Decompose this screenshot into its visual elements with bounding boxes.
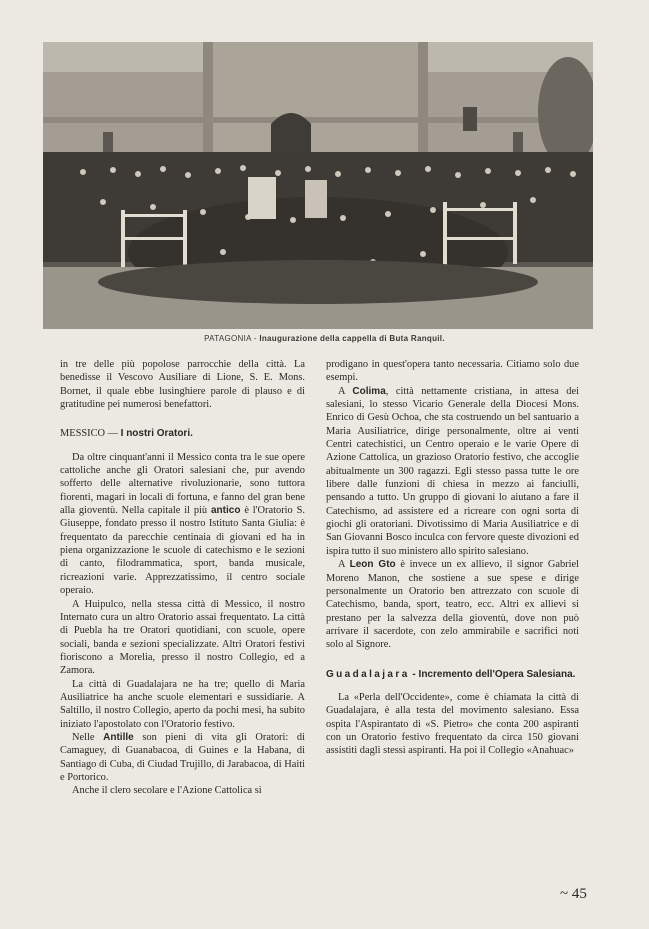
text-run: A	[338, 559, 350, 571]
paragraph: in tre delle più popolose parrocchie della città. La benedisse il Vescovo Ausiliare di Lione, S. E. Mons. Bornet, il quale ebbe lusinghiere parole di plauso e di gratitudine pei numerosi benefattori.	[60, 359, 305, 411]
caption-separator: -	[251, 334, 260, 343]
paragraph: La «Perla dell'Occidente», come è chiamata la città di Guadalajara, è alla testa del movimento salesiano. Essa ospita l'Aspirantato di «S. Pietro» che conta 200 aspiranti con un Oratorio festivo frequentato da circa 150 giovani assistiti dagli stessi aspiranti. Ha poi il Collegio «Anahuac»	[326, 691, 579, 757]
text-run: Nelle	[72, 731, 104, 743]
page-number-value: 45	[571, 886, 587, 902]
paragraph	[326, 558, 579, 651]
text-run: , città nettamente cristiana, in attesa dei salesiani, lo stesso Vicario Generale della Diocesi Mons. Enrico di Gesù Ochoa, che sta costruendo un bel santuario a Maria Ausiliatrice, dirige personalmente, oltre ai venti Centri catechistici, un Centro operaio e le varie Opere di Azione Cattolica, un grazioso Oratorio festivo, che accoglie abitualmente un 300 ragazzi. Egli stesso passa tutte le ore libere dalle funzioni di chiesa in mezzo ai fanciulli, pensando a tutto. Un gruppo di giovani lo aiutano a fare il Catechismo, ad assistere ed a ricreare con ogni sorta di giochi gli oratoriani. Divotissimo di Maria Ausiliatrice e di San Giovanni Bosco inculca con fervore queste divozioni ed ispira tutto il suo ministero allo spirito salesiano.	[326, 385, 579, 557]
right-column	[326, 358, 579, 758]
paragraph: La città di Guadalajara ne ha tre; quello di Maria Ausiliatrice ha anche scuole elementari e sussidiarie. A Saltillo, il nostro Collegio, aperto da pochi mesi, ha subito iniziato l'apostolato con l'Oratorio festivo.	[60, 678, 305, 730]
heading-title: - Incremento dell'Opera Salesiana.	[409, 668, 576, 680]
bold-term: antico	[211, 505, 241, 517]
text-run: A	[338, 385, 353, 397]
paragraph: A Huipulco, nella stessa città di Messico, il nostro Internato cura un altro Oratorio assai frequentato. La città di Puebla ha tre Oratori quotidiani, con scuole, opere sociali, banda e sezioni specializzate. Altri Oratori festivi fioriscono a Morelia, presso il nostro Collegio, ed a Zamora.	[60, 598, 305, 677]
bold-term: Leon Gto	[349, 559, 396, 571]
patagonia-chapel-photo	[43, 42, 593, 329]
section-heading-guadalajara	[326, 668, 579, 681]
heading-dash: —	[105, 428, 121, 440]
left-column	[60, 358, 305, 798]
section-heading-messico	[60, 427, 305, 440]
caption-place: PATAGONIA	[204, 334, 252, 343]
paragraph	[326, 385, 579, 558]
bold-term: Colima	[352, 385, 386, 397]
text-run: è invece un ex allievo, il signor Gabriel Moreno Manon, che sostiene a sue spese e dirige personalmente un Oratorio ben attrezzato con scuole di Catechismo, banda, sport, teatro, ecc. Altri ex allievi si prestano per la salvezza della gioventù, dove non può arrivare il sacerdote, con zelo ammirabile e sacrifici noti solo al Signore.	[326, 559, 579, 651]
page-number: ~ 45	[560, 886, 587, 902]
heading-place: MESSICO	[60, 428, 106, 440]
crowd-photo-illustration	[43, 42, 593, 329]
caption-text: Inaugurazione della cappella di Buta Ranquil.	[259, 334, 445, 343]
paragraph	[60, 451, 305, 598]
heading-title: I nostri Oratori.	[120, 428, 193, 440]
paragraph	[60, 731, 305, 784]
photo-caption	[0, 334, 649, 343]
bold-term: Antille	[103, 731, 134, 743]
paragraph: prodigano in quest'opera tanto necessaria. Citiamo solo due esempi.	[326, 359, 579, 384]
heading-place: Guadalajara	[326, 668, 410, 680]
text-run: son pieni di vita gli Oratori: di Camaguey, di Guanabacoa, di Guines e la Habana, di Santiago di Cuba, di Ciudad Trujillo, di Jarabacoa, di Haiti e Portorico.	[60, 731, 305, 783]
text-run: è l'Oratorio S. Giuseppe, fondato presso il nostro Istituto Santa Giulia: è frequentato da parecchie centinaia di giovani ed ha in piena organizzazione le scuole di catechismo e le sezioni di canto, filodrammatica, sport, banda musicale, ricreazioni varie. Apprezzatissimo, il centro sociale operaio.	[60, 505, 305, 597]
paragraph: Anche il clero secolare e l'Azione Cattolica si	[72, 785, 262, 797]
text-run: Da oltre cinquant'anni il Messico conta tra le sue opere cattoliche anche gli Oratori salesiani che, pur avendo sofferto delle alternative rivoluzionarie, sono tuttora fiorenti, magari in locali di fortuna, e fanno del gran bene alla gioventù. Nella capitale il più	[60, 451, 305, 517]
